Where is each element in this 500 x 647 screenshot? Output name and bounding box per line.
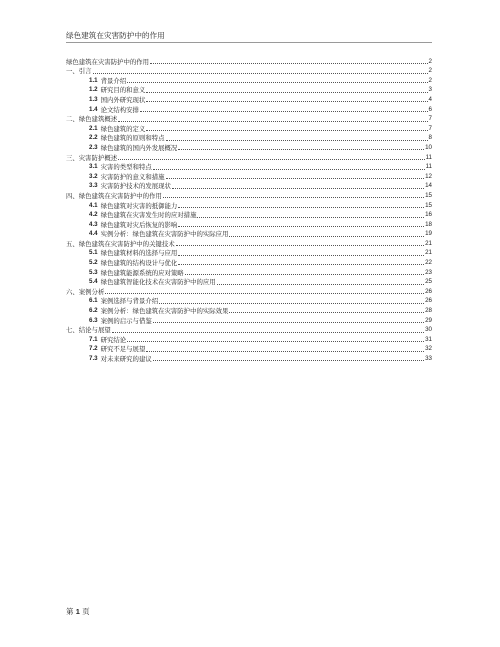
toc-entry[interactable] [66,114,432,124]
toc-entry-page: 4 [428,95,432,103]
toc-dot-leader [163,197,424,198]
toc-entry[interactable] [66,162,432,172]
toc-entry-page: 11 [425,163,432,171]
toc-entry-number: 3.1 [89,163,98,171]
toc-entry[interactable] [66,85,432,95]
toc-entry-title: 七、结论与展望 [66,326,111,335]
toc-entry[interactable] [66,334,432,344]
toc-entry-page: 12 [425,172,432,180]
toc-dot-leader [140,111,428,112]
toc-entry-number: 4.3 [89,220,98,228]
toc-entry-number: 5.3 [89,268,98,276]
toc-entry[interactable] [66,56,432,66]
toc-entry-number: 4.4 [89,230,98,238]
toc-entry-page: 23 [425,268,432,276]
toc-entry-title: 研究目的和意义 [100,86,146,95]
toc-entry[interactable] [66,152,432,162]
toc-entry-page: 29 [425,316,432,324]
toc-entry-title: 绿色建筑对灾后恢复的影响 [100,220,178,229]
toc-entry-page: 31 [425,335,432,343]
toc-entry-title: 研究结论 [100,335,127,344]
header-rule [66,42,432,43]
toc-dot-leader [166,178,425,179]
toc-entry[interactable] [66,344,432,354]
toc-entry-page: 21 [425,239,432,247]
toc-entry-page: 2 [428,76,432,84]
toc-entry-page: 16 [425,211,432,219]
toc-dot-leader [146,130,427,131]
toc-entry-page: 19 [425,230,432,238]
toc-entry-page: 30 [425,326,432,334]
toc-dot-leader [178,207,424,208]
toc-dot-leader [176,245,424,246]
toc-entry-number: 3.2 [89,172,98,180]
toc-entry-number: 1.4 [89,105,98,113]
toc-entry[interactable] [66,296,432,306]
toc-entry-title: 研究不足与展望 [100,345,146,354]
toc-entry-page: 3 [428,86,432,94]
toc-entry-title: 案例的启示与借鉴 [100,316,152,325]
toc-entry-number: 6.1 [89,297,98,305]
toc-dot-leader [118,159,424,160]
toc-entry-number: 1.2 [89,86,98,94]
toc-entry-title: 对未来研究的建议 [100,355,152,363]
toc-dot-leader [105,293,424,294]
toc-dot-leader [153,169,425,170]
toc-dot-leader [178,226,424,227]
toc-entry-number: 7.1 [89,335,98,343]
toc-entry-page: 8 [428,134,432,142]
toc-entry-title: 实例分析：绿色建筑在灾害防护中的实际应用 [100,230,229,239]
toc-entry[interactable] [66,305,432,315]
toc-entry-title: 三、灾害防护概述 [66,153,118,162]
toc-entry-page: 15 [425,191,432,199]
toc-dot-leader [159,303,424,304]
toc-entry[interactable] [66,219,432,229]
toc-entry[interactable] [66,353,432,363]
toc-entry[interactable] [66,325,432,335]
toc-dot-leader [153,360,424,361]
toc-entry[interactable] [66,248,432,258]
toc-entry[interactable] [66,229,432,239]
toc-entry-title: 绿色建筑的国内外发展概况 [100,143,178,152]
toc-dot-leader [146,101,427,102]
toc-entry[interactable] [66,257,432,267]
footer-suffix: 页 [82,607,90,616]
toc-entry-number: 6.3 [89,316,98,324]
toc-dot-leader [178,264,424,265]
toc-entry-title: 灾害的类型和特点 [100,163,152,172]
toc-entry[interactable] [66,210,432,220]
toc-entry-page: 7 [428,124,432,132]
toc-entry[interactable] [66,238,432,248]
toc-entry-page: 21 [425,249,432,257]
toc-entry-number: 6.2 [89,307,98,315]
toc-entry-page: 32 [425,345,432,353]
toc-entry-number: 2.1 [89,124,98,132]
toc-dot-leader [172,188,424,189]
footer-page-number: 1 [75,607,80,616]
toc-entry-title: 一、引言 [66,67,92,76]
toc-entry[interactable] [66,200,432,210]
footer-prefix: 第 [66,607,74,616]
toc-entry[interactable] [66,133,432,143]
toc-entry-page: 2 [428,67,432,75]
toc-entry-page: 22 [425,259,432,267]
toc-entry-number: 7.3 [89,355,98,362]
toc-dot-leader [178,255,424,256]
toc-entry-title: 四、绿色建筑在灾害防护中的作用 [66,191,162,200]
toc-entry-page: 6 [428,105,432,113]
toc-entry-page: 28 [425,307,432,315]
toc-dot-leader [93,73,428,74]
toc-entry[interactable] [66,315,432,325]
running-header: 绿色建筑在灾害防护中的作用 [66,31,165,40]
toc-entry-page: 7 [428,115,432,123]
toc-entry-number: 1.3 [89,95,98,103]
toc-entry-title: 绿色建筑智能化技术在灾害防护中的应用 [100,278,216,287]
toc-entry-page: 2 [428,57,432,65]
toc-entry-page: 26 [425,297,432,305]
toc-entry-number: 2.2 [89,134,98,142]
toc-entry[interactable] [66,190,432,200]
toc-dot-leader [146,351,424,352]
toc-entry[interactable] [66,75,432,85]
toc-entry-page: 25 [425,278,432,286]
toc-entry-number: 5.2 [89,259,98,267]
toc-dot-leader [153,322,424,323]
toc-entry-title: 绿色建筑在灾害防护中的作用 [66,57,150,66]
toc-dot-leader [229,236,424,237]
toc-entry-title: 二、绿色建筑概述 [66,115,118,124]
toc-entry[interactable] [66,286,432,296]
toc-entry-title: 绿色建筑的定义 [100,124,146,133]
toc-entry-number: 5.4 [89,278,98,286]
toc-entry-title: 五、绿色建筑在灾害防护中的关键技术 [66,239,175,248]
toc-entry[interactable] [66,123,432,133]
toc-entry-title: 背景介绍 [100,76,127,85]
toc-entry[interactable] [66,181,432,191]
toc-entry-number: 1.1 [89,76,98,84]
toc-dot-leader [127,82,427,83]
toc-entry-number: 4.2 [89,211,98,219]
toc-dot-leader [217,284,424,285]
toc-dot-leader [185,274,424,275]
page-footer [66,607,90,616]
toc-entry-title: 绿色建筑对灾害的抵御能力 [100,201,178,210]
toc-entry-page: 10 [425,143,432,151]
toc-entry-title: 国内外研究现状 [100,95,146,104]
toc-entry[interactable] [66,277,432,287]
toc-entry-title: 绿色建筑的结构设计与优化 [100,259,178,268]
toc-dot-leader [229,312,424,313]
toc-entry-page: 11 [425,153,432,161]
toc-entry[interactable] [66,142,432,152]
toc-entry[interactable] [66,94,432,104]
toc-entry-number: 5.1 [89,249,98,257]
toc-dot-leader [112,332,424,333]
toc-dot-leader [178,149,424,150]
toc-entry-page: 18 [425,220,432,228]
toc-entry-title: 灾害防护的意义和措施 [100,172,165,181]
toc-entry-page: 26 [425,287,432,295]
toc-entry-title: 绿色建筑在灾害发生时的应对措施 [100,211,197,220]
toc-entry[interactable] [66,66,432,76]
toc-entry-title: 绿色建筑能源系统的应对策略 [100,268,184,277]
toc-entry-title: 论文结构安排 [100,105,139,114]
toc-entry-title: 绿色建筑材料的选择与应用 [100,249,178,258]
toc-entry[interactable] [66,171,432,181]
toc-dot-leader [146,92,427,93]
toc-dot-leader [150,63,427,64]
toc-entry-title: 绿色建筑的原则和特点 [100,134,165,143]
toc-entry-number: 2.3 [89,143,98,151]
toc-dot-leader [197,217,424,218]
toc-entry-number: 4.1 [89,201,98,209]
toc-entry-title: 六、案例分析 [66,287,105,296]
toc-entry-title: 灾害防护技术的发展现状 [100,182,171,191]
toc-dot-leader [118,121,427,122]
toc-entry-title: 案例选择与背景介绍 [100,297,159,306]
toc-dot-leader [127,341,424,342]
toc-entry-title: 案例分析：绿色建筑在灾害防护中的实际效果 [100,307,229,316]
toc-entry-page: 14 [425,182,432,190]
toc-entry-page: 33 [425,355,432,362]
toc-entry-number: 7.2 [89,345,98,353]
table-of-contents [66,56,432,363]
toc-entry[interactable] [66,104,432,114]
toc-entry-page: 15 [425,201,432,209]
toc-entry-number: 3.3 [89,182,98,190]
toc-entry[interactable] [66,267,432,277]
toc-dot-leader [166,140,428,141]
